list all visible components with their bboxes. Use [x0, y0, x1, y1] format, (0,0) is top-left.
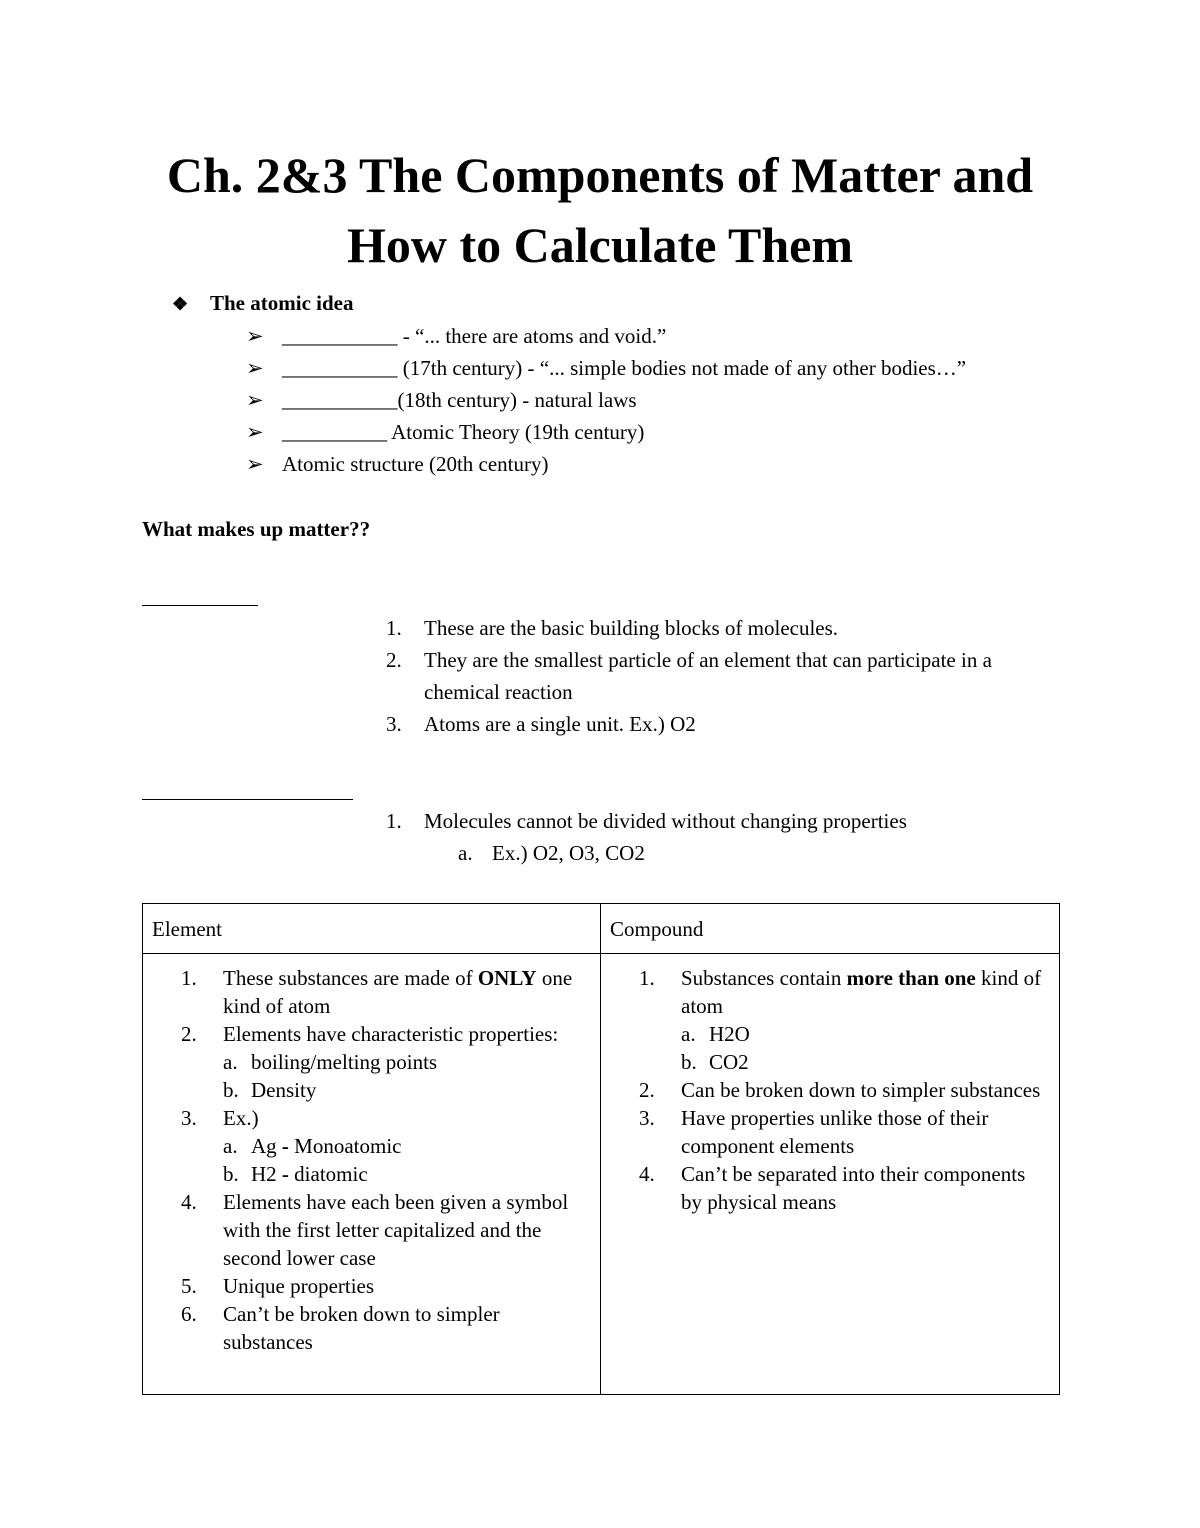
list-item-text: Ag - Monoatomic	[251, 1134, 402, 1158]
arrow-bullet-icon: ➢	[246, 388, 264, 412]
diamond-bullet-icon: ❖	[172, 294, 189, 314]
sub-list-item	[380, 837, 907, 869]
list-item-text: Molecules cannot be divided without changing properties	[424, 809, 907, 833]
list-item-text: ___________ (17th century) - “... simple bodies not made of any other bodies…”	[282, 356, 967, 380]
list-item	[380, 612, 1060, 644]
page-title-line-2: How to Calculate Them	[347, 217, 853, 273]
sub-list-item	[639, 1020, 1045, 1048]
list-letter: a.	[458, 841, 473, 865]
list-number: 2.	[386, 648, 402, 672]
list-number: 6.	[181, 1302, 197, 1326]
list-letter: a.	[223, 1050, 238, 1074]
sub-list-item	[181, 1160, 586, 1188]
table-header-row	[143, 904, 1060, 954]
list-item	[181, 1300, 586, 1356]
molecules-numbered-list	[380, 805, 907, 869]
list-item	[246, 416, 966, 448]
table-header-element: Element	[143, 904, 601, 954]
list-number: 4.	[639, 1162, 655, 1186]
atomic-idea-heading: The atomic idea	[210, 291, 354, 315]
list-number: 2.	[181, 1022, 197, 1046]
list-item-text: Substances contain more than one kind of atom	[681, 966, 1042, 1018]
list-number: 4.	[181, 1190, 197, 1214]
compound-list	[601, 964, 1059, 1216]
sub-list-item	[181, 1076, 586, 1104]
list-item	[639, 1160, 1045, 1216]
list-item-text: Ex.)	[223, 1106, 259, 1130]
list-item	[181, 1020, 586, 1048]
atoms-numbered-list	[380, 612, 1060, 740]
list-item-text: ___________ - “... there are atoms and void.”	[282, 324, 667, 348]
sub-list-item	[181, 1048, 586, 1076]
list-item	[380, 708, 1060, 740]
arrow-bullet-icon: ➢	[246, 324, 264, 348]
list-item	[639, 1076, 1045, 1104]
list-number: 3.	[181, 1106, 197, 1130]
list-item	[380, 644, 1060, 708]
list-item-text: __________ Atomic Theory (19th century)	[282, 420, 645, 444]
page-title-line-1: Ch. 2&3 The Components of Matter and	[166, 147, 1034, 203]
list-item-text: H2O	[709, 1022, 750, 1046]
fill-in-blank-line	[142, 605, 258, 606]
atomic-idea-heading-row	[172, 287, 353, 320]
list-item-text: Atomic structure (20th century)	[282, 452, 549, 476]
list-item-text: Can’t be broken down to simpler substances	[223, 1302, 500, 1354]
compound-cell	[601, 954, 1060, 1395]
element-compound-table	[142, 903, 1060, 1395]
list-item-text: CO2	[709, 1050, 749, 1074]
table-row	[143, 954, 1060, 1395]
list-item	[380, 805, 907, 837]
sub-list-item	[639, 1048, 1045, 1076]
list-item-text: Can’t be separated into their components by physical means	[681, 1162, 1026, 1214]
list-item-text: Unique properties	[223, 1274, 375, 1298]
list-item	[181, 1104, 586, 1132]
sub-list-item	[181, 1132, 586, 1160]
list-letter: b.	[223, 1162, 239, 1186]
list-item	[181, 1188, 586, 1272]
element-cell	[143, 954, 601, 1395]
list-item-text: They are the smallest particle of an element that can participate in a chemical reaction	[424, 648, 992, 704]
list-item	[181, 1272, 586, 1300]
list-number: 1.	[639, 966, 655, 990]
list-item-text: Atoms are a single unit. Ex.) O2	[424, 712, 696, 736]
list-number: 3.	[386, 712, 402, 736]
list-item	[246, 384, 966, 416]
list-item-text: These are the basic building blocks of molecules.	[424, 616, 839, 640]
list-item	[246, 320, 966, 352]
list-item-text: These substances are made of ONLY one kind of atom	[223, 966, 573, 1018]
list-item-text: Elements have characteristic properties:	[223, 1022, 559, 1046]
arrow-bullet-icon: ➢	[246, 420, 264, 444]
list-number: 1.	[386, 809, 402, 833]
list-item-text: Elements have each been given a symbol with the first letter capitalized and the second lower case	[223, 1190, 569, 1270]
element-list	[143, 964, 600, 1356]
list-letter: b.	[681, 1050, 697, 1074]
list-item	[246, 352, 966, 384]
list-letter: a.	[223, 1134, 238, 1158]
list-number: 2.	[639, 1078, 655, 1102]
list-number: 5.	[181, 1274, 197, 1298]
arrow-bullet-icon: ➢	[246, 356, 264, 380]
list-number: 1.	[386, 616, 402, 640]
list-item	[246, 448, 966, 480]
list-item-text: H2 - diatomic	[251, 1162, 368, 1186]
arrow-bullet-icon: ➢	[246, 452, 264, 476]
section-heading: What makes up matter??	[142, 517, 371, 541]
list-item-text: ___________(18th century) - natural laws	[282, 388, 637, 412]
list-item	[639, 1104, 1045, 1160]
table-header-compound: Compound	[601, 904, 1060, 954]
fill-in-blank-line	[142, 799, 353, 800]
list-item-text: Can be broken down to simpler substances	[681, 1078, 1041, 1102]
list-number: 3.	[639, 1106, 655, 1130]
atomic-idea-list	[246, 320, 966, 480]
list-item-text: Density	[251, 1078, 317, 1102]
list-number: 1.	[181, 966, 197, 990]
list-item	[181, 964, 586, 1020]
list-letter: a.	[681, 1022, 696, 1046]
list-letter: b.	[223, 1078, 239, 1102]
list-item-text: boiling/melting points	[251, 1050, 438, 1074]
list-item-text: Have properties unlike those of their component elements	[681, 1106, 989, 1158]
list-item	[639, 964, 1045, 1020]
list-item-text: Ex.) O2, O3, CO2	[492, 841, 645, 865]
